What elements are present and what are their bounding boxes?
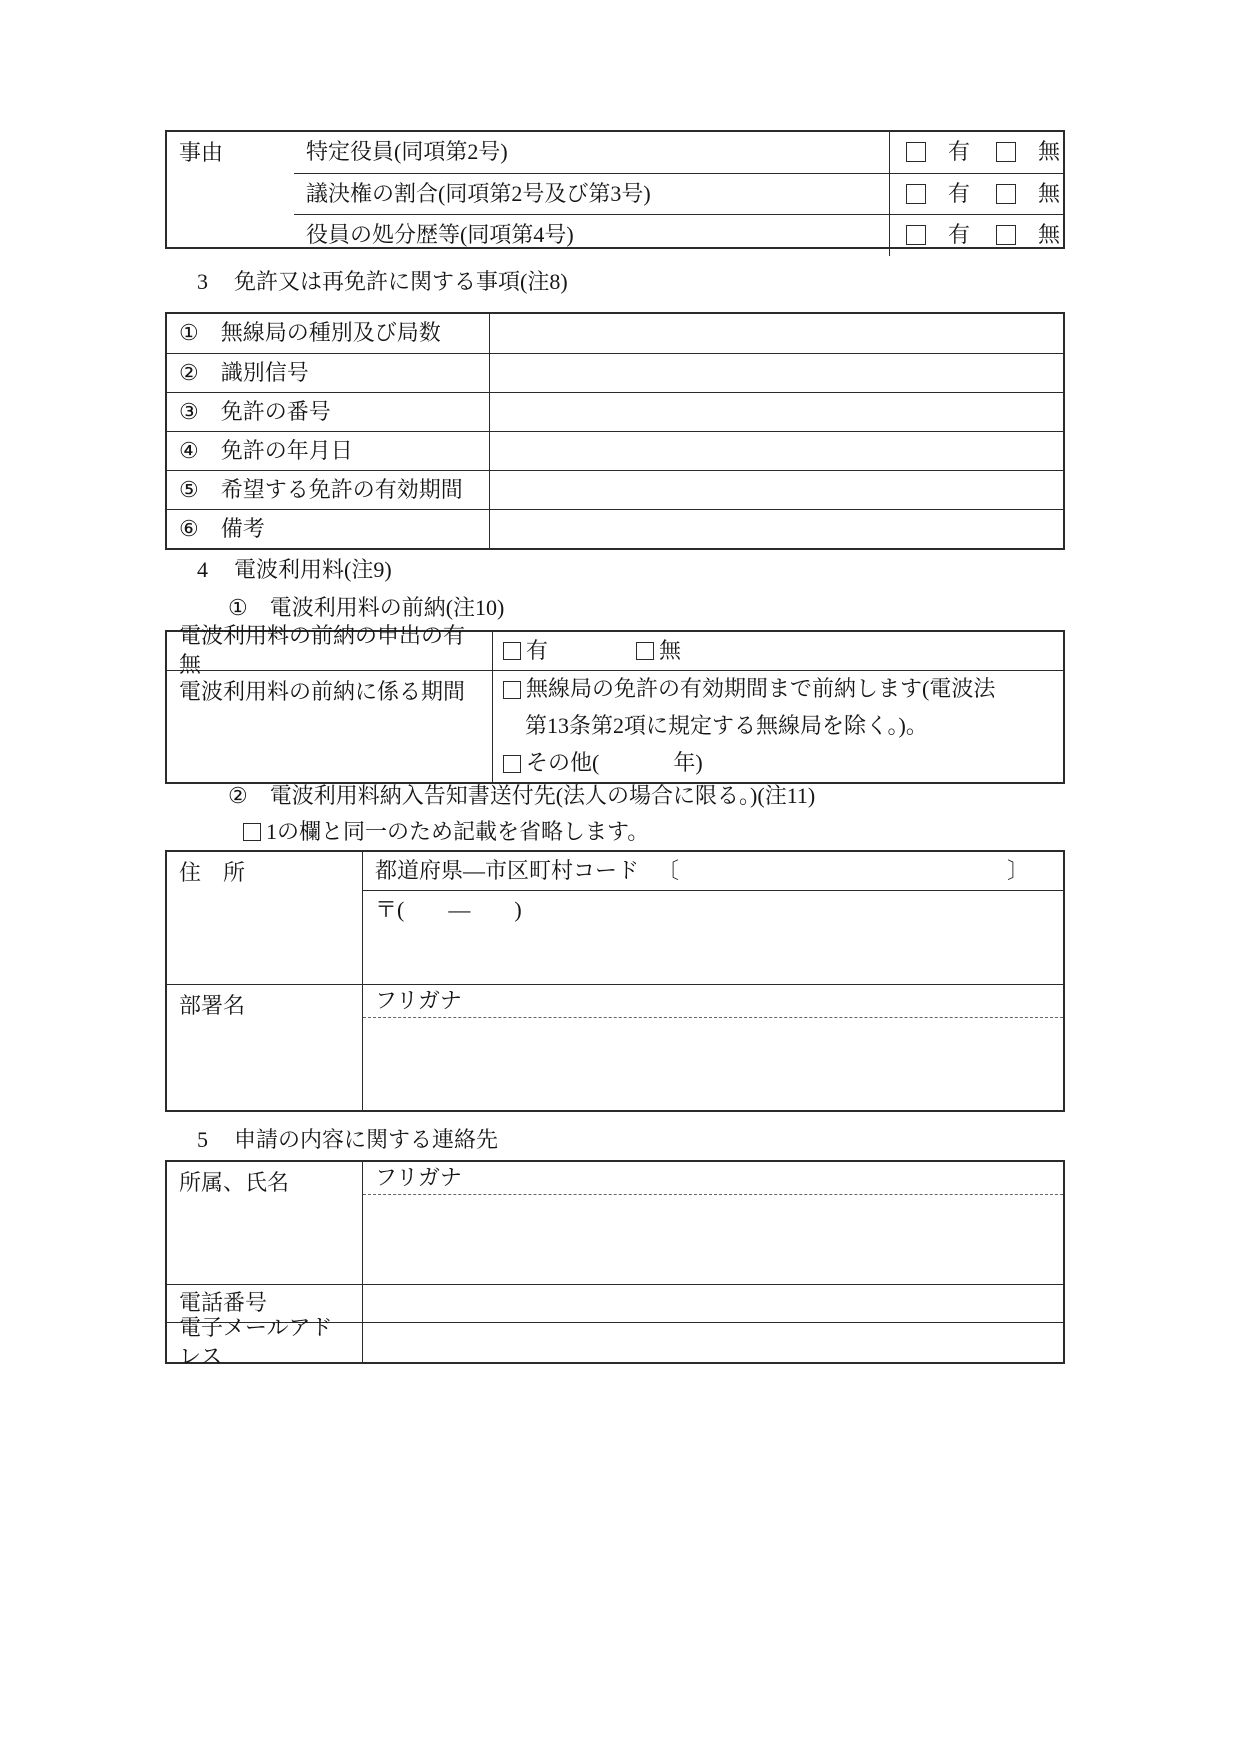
postal-code-line[interactable] — [363, 891, 1063, 929]
license-date-input-cell[interactable] — [489, 432, 1063, 470]
no-checkbox[interactable] — [996, 225, 1016, 245]
jiyu-header-cell — [167, 132, 294, 247]
contact-name-row — [167, 1162, 1063, 1284]
jiyu-row-label: 役員の処分歴等(同項第4号) — [306, 222, 574, 248]
full-term-label-line2-wrap — [493, 708, 1063, 745]
address-label: 住 所 — [179, 860, 246, 885]
sub2-title: 電波利用料納入告知書送付先(法人の場合に限る。)(注11) — [269, 783, 816, 808]
row-number: ③ — [179, 398, 199, 424]
omit-same-as-1-checkbox[interactable] — [243, 823, 261, 841]
section3-title: 免許又は再免許に関する事項(注8) — [234, 269, 568, 294]
table-row — [167, 314, 1063, 353]
contact-name-label: 所属、氏名 — [179, 1170, 290, 1195]
section5-title: 申請の内容に関する連絡先 — [234, 1127, 499, 1152]
no-label: 無 — [1038, 222, 1061, 248]
yes-checkbox[interactable] — [906, 225, 926, 245]
table-row — [167, 431, 1063, 470]
row-label: 無線局の種別及び局数 — [220, 320, 441, 346]
full-term-label-line2: 第13条第2項に規定する無線局を除く。)。 — [525, 713, 928, 739]
remarks-input-cell[interactable] — [489, 510, 1063, 548]
sub1-number: ① — [228, 595, 248, 620]
prepay-yes-label: 有 — [526, 637, 549, 663]
no-checkbox[interactable] — [996, 142, 1016, 162]
row-label: 免許の年月日 — [220, 437, 353, 463]
pref-code-label: 都道府県—市区町村コード — [375, 857, 640, 883]
section4-heading — [197, 556, 392, 585]
prepay-option-full-term — [493, 671, 1063, 708]
row-number: ② — [179, 359, 199, 385]
email-input-cell[interactable] — [362, 1323, 1063, 1362]
prepay-period-row — [167, 670, 1063, 782]
omit-same-as-1-label: 1の欄と同一のため記載を省略します。 — [266, 819, 650, 844]
row-number: ⑥ — [179, 515, 199, 541]
prepay-declaration-row — [167, 623, 1063, 677]
tel-input-cell[interactable] — [362, 1285, 1063, 1322]
address-row — [167, 852, 1063, 984]
section5-heading — [197, 1126, 498, 1155]
row-label: 識別信号 — [220, 359, 309, 385]
yes-checkbox[interactable] — [906, 184, 926, 204]
pref-code-line — [363, 852, 1063, 891]
address-input-area[interactable] — [363, 929, 1063, 982]
sub2-number: ② — [228, 783, 248, 808]
table-row — [167, 353, 1063, 392]
notice-address-table — [165, 850, 1065, 1112]
department-row — [167, 984, 1063, 1110]
prepay-option-other — [493, 745, 1063, 782]
jiyu-row-giketsuken — [294, 173, 1063, 215]
yes-label: 有 — [948, 180, 971, 206]
no-checkbox[interactable] — [996, 184, 1016, 204]
jiyu-row-tokutei-yakuin — [294, 132, 1063, 173]
no-label: 無 — [1038, 139, 1061, 164]
section3-heading — [197, 268, 568, 297]
section4-number: 4 — [197, 557, 208, 582]
row-label: 希望する免許の有効期間 — [220, 476, 463, 502]
row-number: ⑤ — [179, 476, 199, 502]
bracket-open: 〔 — [657, 857, 680, 883]
jiyu-row-shobunreki — [294, 214, 1063, 256]
postal-code-label: 〒( ― ) — [375, 896, 522, 922]
other-term-unit: 年) — [673, 750, 703, 776]
contact-name-input-area[interactable] — [363, 1195, 1063, 1282]
table-row — [167, 509, 1063, 548]
table-row — [167, 470, 1063, 509]
desired-validity-input-cell[interactable] — [489, 471, 1063, 509]
no-label: 無 — [1038, 180, 1061, 206]
department-furigana-line[interactable] — [363, 985, 1063, 1018]
call-sign-input-cell[interactable] — [489, 354, 1063, 392]
contact-table — [165, 1160, 1065, 1369]
yes-label: 有 — [948, 139, 971, 164]
department-input-area[interactable] — [363, 1018, 1063, 1109]
table-row — [167, 392, 1063, 431]
furigana-label: フリガナ — [375, 987, 462, 1013]
jiyu-row-label: 特定役員(同項第2号) — [306, 139, 508, 164]
yes-label: 有 — [948, 222, 971, 248]
contact-tel-label: 電話番号 — [179, 1290, 268, 1316]
prepay-no-checkbox[interactable] — [636, 642, 654, 660]
other-term-checkbox[interactable] — [503, 755, 521, 773]
section4-sub2-heading — [228, 782, 815, 811]
prepay-period-label: 電波利用料の前納に係る期間 — [179, 679, 466, 704]
prepay-no-label: 無 — [659, 637, 682, 663]
row-label: 備考 — [220, 515, 265, 541]
row-number: ① — [179, 320, 199, 346]
furigana-label: フリガナ — [375, 1164, 462, 1190]
section4-title: 電波利用料(注9) — [234, 557, 392, 582]
contact-email-row — [167, 1314, 1063, 1369]
jiyu-row-label: 議決権の割合(同項第2号及び第3号) — [306, 180, 651, 206]
prepayment-table — [165, 623, 1065, 784]
jiyu-table — [165, 130, 1065, 249]
section5-number: 5 — [197, 1127, 208, 1152]
row-label: 免許の番号 — [220, 398, 331, 424]
contact-furigana-line[interactable] — [363, 1162, 1063, 1195]
station-type-input-cell[interactable] — [489, 314, 1063, 353]
yes-checkbox[interactable] — [906, 142, 926, 162]
omit-same-as-1-line — [243, 818, 649, 847]
other-term-label: その他( — [526, 750, 600, 776]
prepay-yes-checkbox[interactable] — [503, 642, 521, 660]
department-label: 部署名 — [179, 993, 246, 1018]
full-term-label-line1: 無線局の免許の有効期間まで前納します(電波法 — [526, 676, 996, 702]
full-term-checkbox[interactable] — [503, 681, 521, 699]
contact-email-label: 電子メールアドレス — [179, 1314, 333, 1369]
prepay-declaration-label: 電波利用料の前納の申出の有無 — [179, 623, 466, 677]
row-number: ④ — [179, 437, 199, 463]
sub1-title: 電波利用料の前納(注10) — [269, 595, 505, 620]
bracket-close: 〕 — [1006, 857, 1029, 883]
jiyu-header-label: 事由 — [179, 140, 224, 165]
section3-number: 3 — [197, 269, 208, 294]
license-items-table — [165, 312, 1065, 550]
license-number-input-cell[interactable] — [489, 393, 1063, 431]
